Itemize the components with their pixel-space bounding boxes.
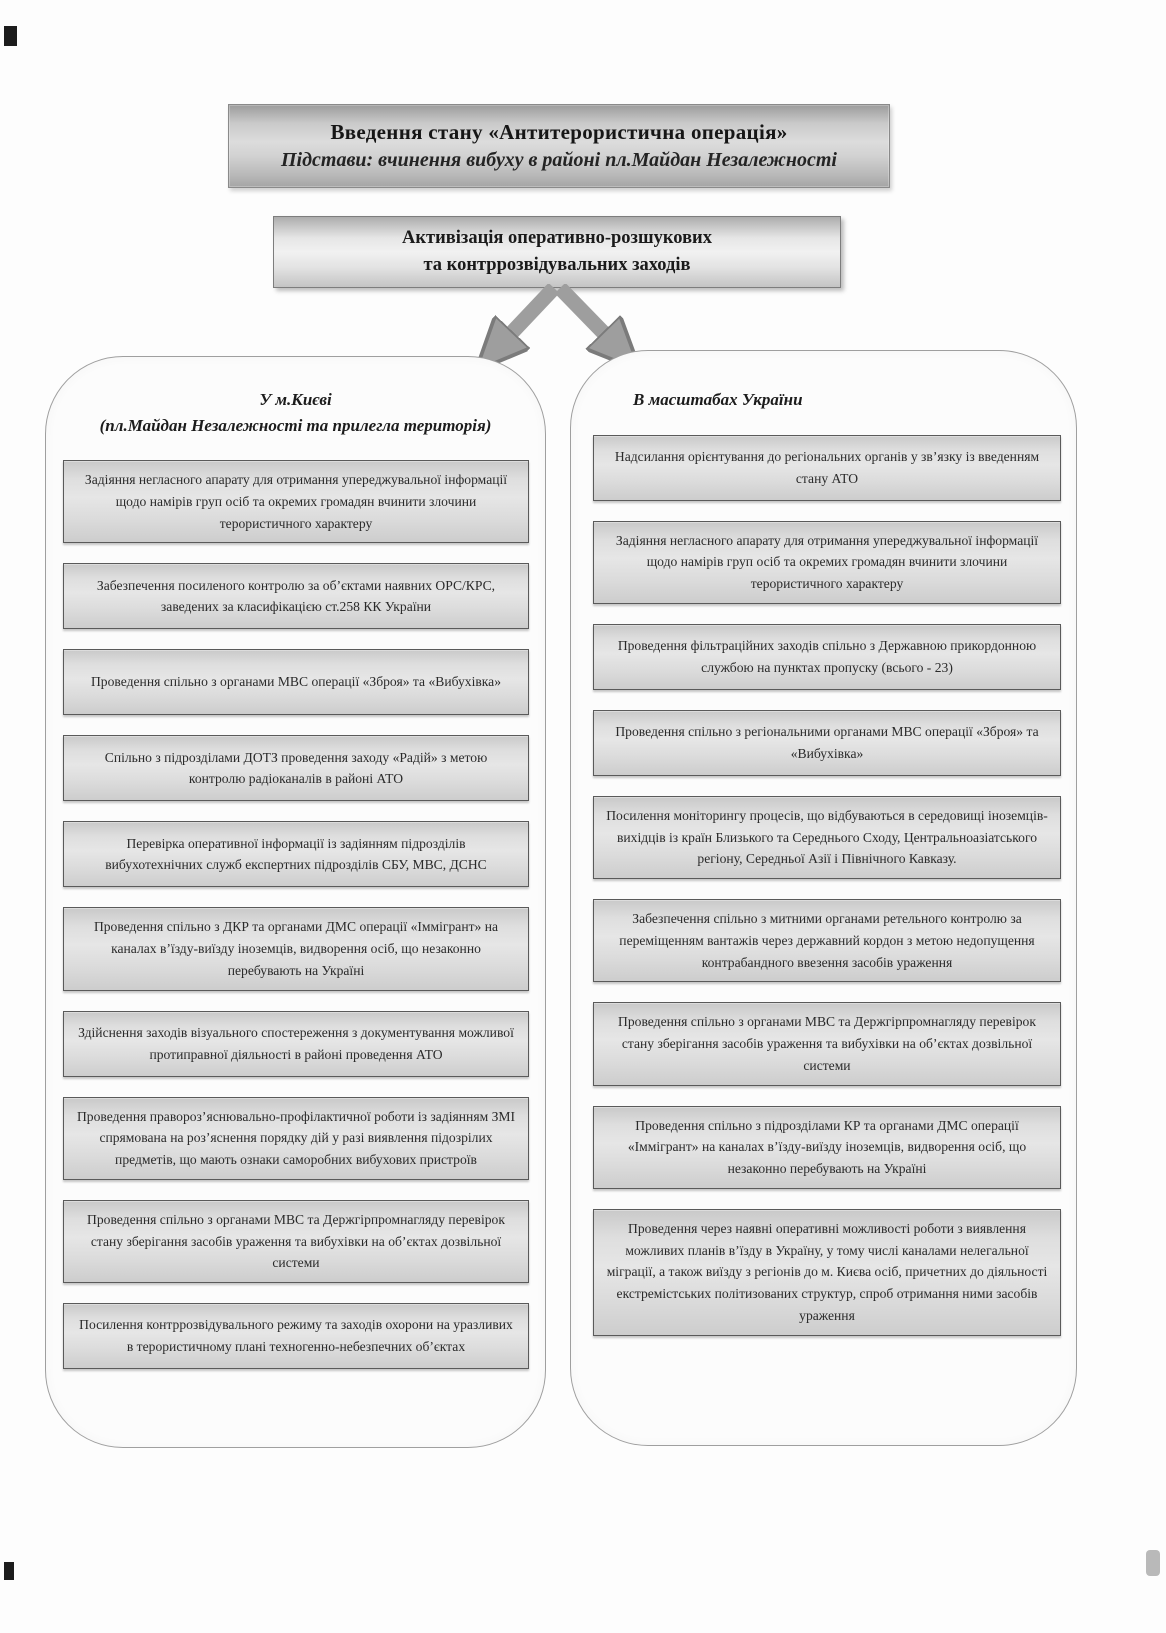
measure-box [63, 460, 529, 543]
measure-box [593, 796, 1061, 879]
measure-box [593, 624, 1061, 690]
measure-box [63, 1011, 529, 1077]
right-column-ukraine [570, 350, 1077, 1446]
measure-text: Забезпечення спільно з митними органами ретельного контролю за переміщенням вантажів через державний кордон з метою недопущення контрабандного ввезення засобів ураження [619, 911, 1035, 970]
left-column-kyiv [45, 356, 546, 1448]
right-column-heading [633, 387, 1056, 413]
measure-text: Проведення спільно з органами МВС та Держгірпромнагляду перевірок стану зберігання засобів ураження та вибухівки на об’єктах дозвільної системи [618, 1014, 1036, 1073]
left-column-heading [66, 387, 525, 438]
measure-text: Задіяння негласного апарату для отримання упереджувальної інформації щодо намірів груп осіб та окремих громадян вчинити злочини терористичного характеру [84, 472, 508, 531]
measure-text: Проведення праворозʼяснювально-профілактичної роботи із задіянням ЗМІ спрямована на розʼяснення порядку дій у разі виявлення підозрілих предметів, що мають ознаки саморобних вибухових пристроїв [76, 1108, 516, 1167]
measure-text: Проведення спільно з регіональними органами МВС операції «Зброя» та «Вибухівка» [615, 724, 1039, 761]
measure-box [63, 1097, 529, 1180]
measure-text: Проведення фільтраційних заходів спільно з Державною прикордонною службою на пунктах пропуску (всього - 23) [617, 638, 1037, 675]
measure-text: Забезпечення посиленого контролю за об’єктами наявних ОРС/КРС, заведених за класифікацією ст.258 КК України [96, 577, 496, 615]
right-heading-line1: В масштабах України [633, 390, 803, 409]
measure-text: Спільно з підрозділами ДОТЗ проведення заходу «Радій» з метою контролю радіоканалів в районі АТО [104, 749, 488, 787]
measure-box [593, 1209, 1061, 1336]
measure-box [63, 563, 529, 629]
measure-box [593, 1106, 1061, 1189]
measure-box [593, 521, 1061, 604]
measure-text: Проведення спільно з органами МВС та Держгірпромнагляду перевірок стану зберігання засобів ураження та вибухівки на об’єктах дозвільної системи [87, 1211, 505, 1271]
measure-box [593, 435, 1061, 501]
measure-text: Проведення спільно з підрозділами КР та органами ДМС операції «Іммігрант» на каналах в’їзду-виїзду іноземців, видворення осіб, що незаконно перебувають на Україні [627, 1117, 1027, 1176]
right-measures-list [571, 435, 1076, 1336]
measure-text: Здійснення заходів візуального спостереження з документування можливої протиправної діяльності в районі проведення АТО [78, 1024, 514, 1062]
activation-line1: Активізація оперативно-розшукових [402, 228, 712, 249]
measure-box [593, 899, 1061, 982]
measure-box [63, 649, 529, 715]
scan-artifact-bottom-left [4, 1562, 14, 1580]
measure-text: Проведення спільно з ДКР та органами ДМС операції «Іммігрант» на каналах в’їзду-виїзду іноземців, видворення осіб, що незаконно перебувають на Україні [93, 919, 499, 978]
activation-box [273, 216, 841, 288]
measure-text: Перевірка оперативної інформації із задіянням підрозділів вибухотехнічних служб експертних підрозділів СБУ, МВС, ДСНС [105, 835, 487, 873]
measure-box [593, 1002, 1061, 1085]
scan-artifact-top-left [4, 26, 17, 46]
measure-text: Задіяння негласного апарату для отримання упереджувальної інформації щодо намірів груп осіб та окремих громадян вчинити злочини терористичного характеру [615, 532, 1039, 591]
left-heading-line2: (пл.Майдан Незалежності та прилегла територія) [99, 415, 492, 435]
measure-text: Посилення контррозвідувального режиму та заходів охорони на уразливих в терористичному плані техногенно-небезпечних об’єктах [79, 1317, 513, 1354]
measure-box [63, 821, 529, 887]
measure-box [593, 710, 1061, 776]
measure-text: Посилення моніторингу процесів, що відбуваються в середовищі іноземців-вихідців із країн Близького та Середнього Сходу, Центральноазіатського регіону, Середньої Азії і Північного Кавказу. [606, 807, 1048, 867]
banner-title-line1: Введення стану «Антитерористична операція» [330, 120, 788, 144]
measure-text: Надсилання орієнтування до регіональних органів у зв’язку із введенням стану АТО [614, 448, 1040, 486]
measure-text: Проведення спільно з органами МВС операції «Зброя» та «Вибухівка» [90, 674, 502, 690]
measure-box [63, 1200, 529, 1283]
left-heading-line1: У м.Києві [259, 390, 332, 409]
measure-box [63, 907, 529, 990]
banner-title-line2: Підстави: вчинення вибуху в районі пл.Майдан Незалежності [280, 149, 837, 171]
measure-box [63, 1303, 529, 1369]
title-banner [228, 104, 890, 188]
measure-box [63, 735, 529, 801]
measure-text: Проведення через наявні оперативні можливості роботи з виявлення можливих планів в’їзду в Україну, у тому числі каналами нелегальної міграції, а також виїзду з регіонів до м. Києва осіб, причетних до діяльності екстремістських політизованих структур, спроб отримання ними засобів ураження [606, 1220, 1048, 1323]
scan-artifact-bottom-right [1146, 1550, 1160, 1576]
activation-line2: та контррозвідувальних заходів [423, 255, 691, 275]
left-measures-list [46, 460, 545, 1369]
